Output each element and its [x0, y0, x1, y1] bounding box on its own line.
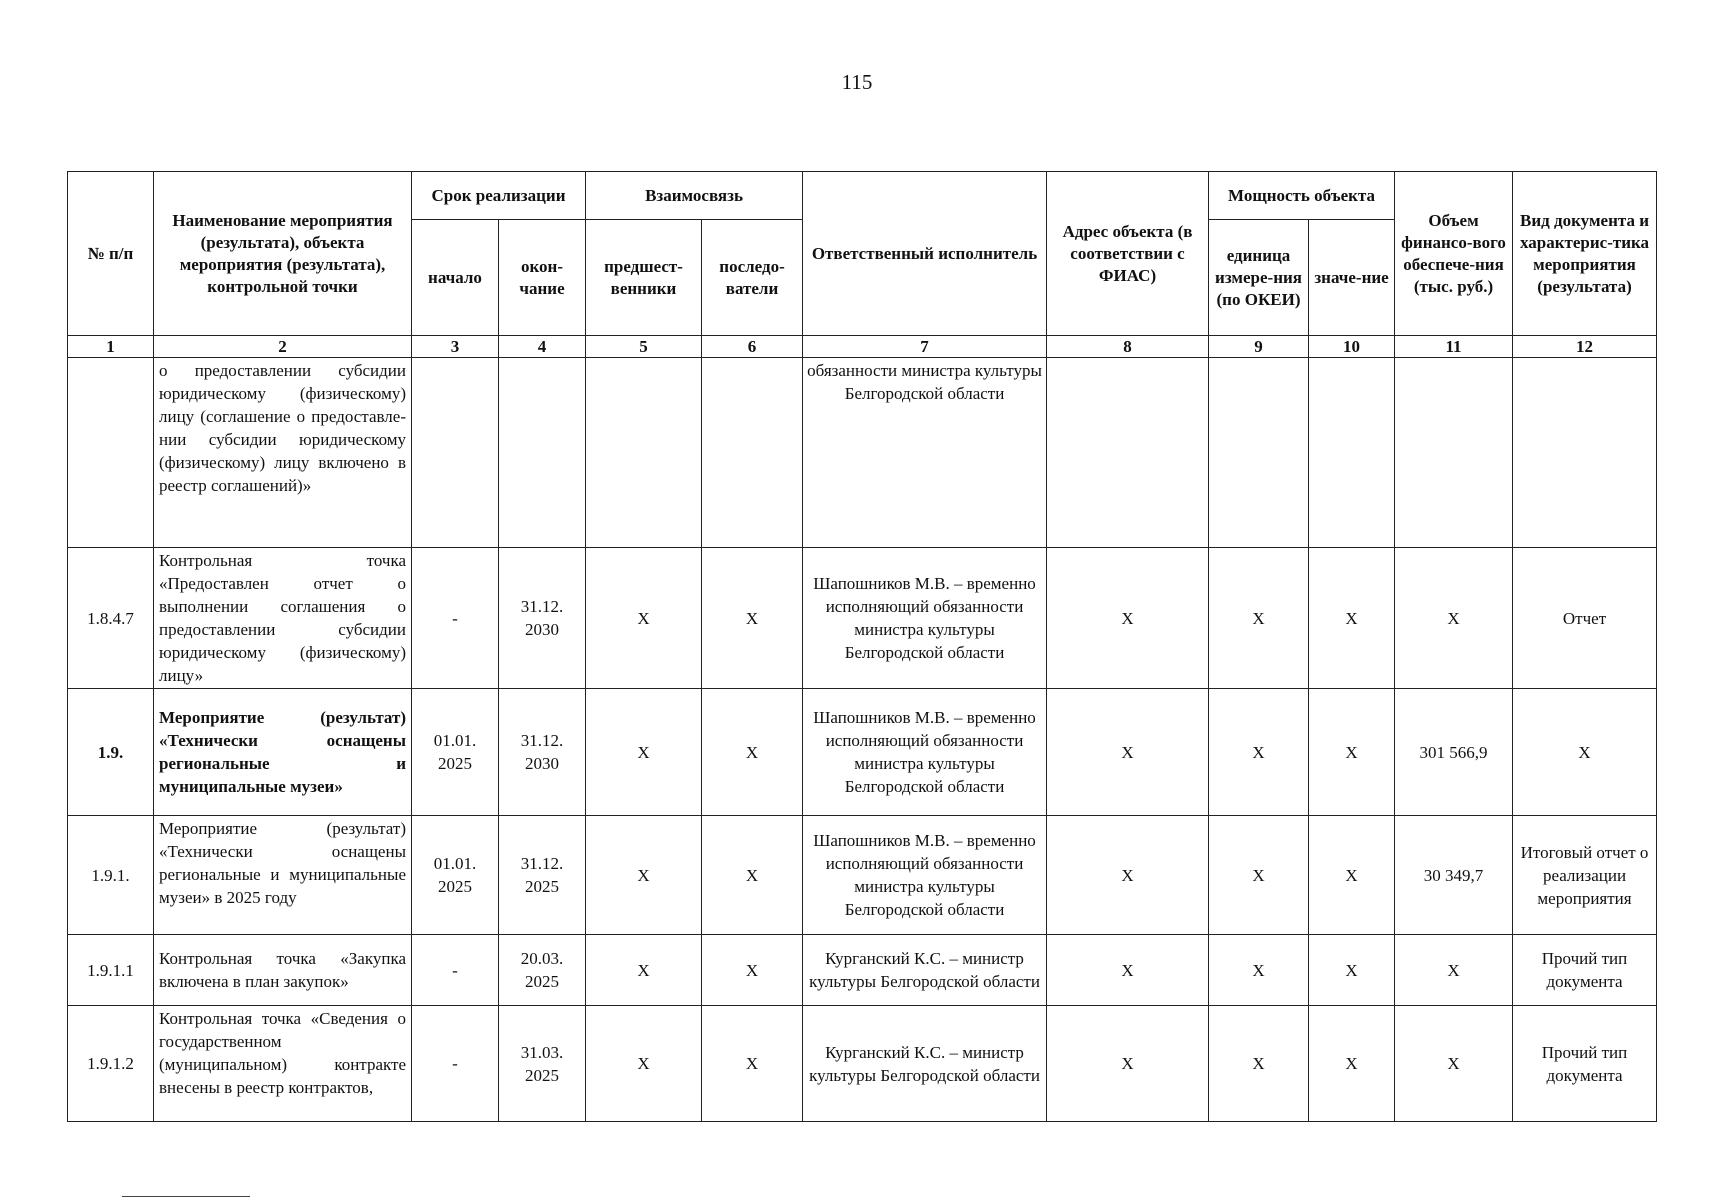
row-unit: X [1209, 689, 1309, 816]
row-finance [1395, 358, 1513, 548]
table-row [68, 689, 1657, 816]
row-name: Контрольная точка «Сведения о государственном (муниципальном) контракте внесены в реестр контрактов, [154, 1006, 412, 1122]
row-finance: X [1395, 1006, 1513, 1122]
row-end [499, 358, 586, 548]
row-prev: X [586, 935, 702, 1006]
row-end: 20.03. 2025 [499, 935, 586, 1006]
row-num: 1.9.1.1 [68, 935, 154, 1006]
table-row [68, 358, 1657, 548]
row-doc: Отчет [1513, 548, 1657, 689]
row-address [1047, 358, 1209, 548]
row-finance: 30 349,7 [1395, 816, 1513, 935]
header-doc-type: Вид документа и характерис-тика мероприятия (результата) [1513, 172, 1657, 336]
row-start: 01.01. 2025 [412, 689, 499, 816]
header-address: Адрес объекта (в соответствии с ФИАС) [1047, 172, 1209, 336]
row-start: - [412, 548, 499, 689]
table-row [68, 548, 1657, 689]
row-unit [1209, 358, 1309, 548]
row-value [1309, 358, 1395, 548]
header-link-prev: предшест-венники [586, 220, 702, 336]
header-finance: Объем финансо-вого обеспече-ния (тыс. руб.) [1395, 172, 1513, 336]
row-finance: 301 566,9 [1395, 689, 1513, 816]
header-term-start: начало [412, 220, 499, 336]
header-executor: Ответственный исполнитель [803, 172, 1047, 336]
row-next [702, 358, 803, 548]
row-start: 01.01. 2025 [412, 816, 499, 935]
column-number: 1 [68, 336, 154, 358]
header-capacity: Мощность объекта [1209, 172, 1395, 220]
table-row [68, 1006, 1657, 1122]
column-number: 11 [1395, 336, 1513, 358]
row-start [412, 358, 499, 548]
row-executor: обязанности министра культуры Белгородской области [803, 358, 1047, 548]
header-link: Взаимосвязь [586, 172, 803, 220]
row-executor: Шапошников М.В. – временно исполняющий обязанности министра культуры Белгородской области [803, 548, 1047, 689]
row-finance: X [1395, 935, 1513, 1006]
header-name: Наименование мероприятия (результата), объекта мероприятия (результата), контрольной точки [154, 172, 412, 336]
table-row [68, 935, 1657, 1006]
row-prev [586, 358, 702, 548]
row-next: X [702, 689, 803, 816]
row-next: X [702, 816, 803, 935]
row-doc: Прочий тип документа [1513, 935, 1657, 1006]
row-num: 1.9.1.2 [68, 1006, 154, 1122]
column-number: 8 [1047, 336, 1209, 358]
row-address: X [1047, 935, 1209, 1006]
row-num: 1.8.4.7 [68, 548, 154, 689]
header-capacity-unit: единица измере-ния (по ОКЕИ) [1209, 220, 1309, 336]
row-num: 1.9. [68, 689, 154, 816]
row-finance: X [1395, 548, 1513, 689]
row-unit: X [1209, 935, 1309, 1006]
row-prev: X [586, 816, 702, 935]
page-number: 115 [841, 70, 873, 94]
row-name: о предоставлении субсидии юридическому (физическому) лицу (соглашение о предоставле-нии субсидии юридическому (физическому) лицу включено в реестр соглашений)» [154, 358, 412, 548]
plan-table [67, 171, 1657, 1122]
column-number: 12 [1513, 336, 1657, 358]
row-end: 31.12. 2030 [499, 548, 586, 689]
row-name: Контрольная точка «Закупка включена в план закупок» [154, 935, 412, 1006]
row-value: X [1309, 935, 1395, 1006]
row-executor: Курганский К.С. – министр культуры Белгородской области [803, 935, 1047, 1006]
column-number: 6 [702, 336, 803, 358]
row-unit: X [1209, 548, 1309, 689]
row-end: 31.03. 2025 [499, 1006, 586, 1122]
row-value: X [1309, 548, 1395, 689]
row-num: 1.9.1. [68, 816, 154, 935]
row-executor: Курганский К.С. – министр культуры Белгородской области [803, 1006, 1047, 1122]
table-row [68, 816, 1657, 935]
column-number: 4 [499, 336, 586, 358]
row-doc: Итоговый отчет о реализации мероприятия [1513, 816, 1657, 935]
row-unit: X [1209, 1006, 1309, 1122]
row-prev: X [586, 1006, 702, 1122]
column-number-row [68, 336, 1657, 358]
row-name: Контрольная точка «Предоставлен отчет о выполнении соглашения о предоставлении субсидии юридическому (физическому) лицу» [154, 548, 412, 689]
row-value: X [1309, 689, 1395, 816]
row-start: - [412, 935, 499, 1006]
row-value: X [1309, 816, 1395, 935]
column-number: 2 [154, 336, 412, 358]
row-executor: Шапошников М.В. – временно исполняющий обязанности министра культуры Белгородской области [803, 816, 1047, 935]
column-number: 10 [1309, 336, 1395, 358]
row-next: X [702, 935, 803, 1006]
column-number: 5 [586, 336, 702, 358]
column-number: 7 [803, 336, 1047, 358]
row-prev: X [586, 548, 702, 689]
footnote-rule [122, 1196, 250, 1197]
row-end: 31.12. 2030 [499, 689, 586, 816]
row-num [68, 358, 154, 548]
row-name: Мероприятие (результат) «Технически оснащены региональные и муниципальные музеи» в 2025 году [154, 816, 412, 935]
row-prev: X [586, 689, 702, 816]
header-capacity-value: значе-ние [1309, 220, 1395, 336]
row-start: - [412, 1006, 499, 1122]
column-number: 9 [1209, 336, 1309, 358]
column-number: 3 [412, 336, 499, 358]
row-next: X [702, 1006, 803, 1122]
row-doc: X [1513, 689, 1657, 816]
row-unit: X [1209, 816, 1309, 935]
row-address: X [1047, 816, 1209, 935]
row-doc [1513, 358, 1657, 548]
header-num: № п/п [68, 172, 154, 336]
row-doc: Прочий тип документа [1513, 1006, 1657, 1122]
row-executor: Шапошников М.В. – временно исполняющий обязанности министра культуры Белгородской области [803, 689, 1047, 816]
row-address: X [1047, 548, 1209, 689]
row-next: X [702, 548, 803, 689]
row-name: Мероприятие (результат) «Технически оснащены региональные и муниципальные музеи» [154, 689, 412, 816]
header-term-end: окон-чание [499, 220, 586, 336]
row-value: X [1309, 1006, 1395, 1122]
row-address: X [1047, 689, 1209, 816]
row-end: 31.12. 2025 [499, 816, 586, 935]
header-term: Срок реализации [412, 172, 586, 220]
header-link-next: последо-ватели [702, 220, 803, 336]
row-address: X [1047, 1006, 1209, 1122]
